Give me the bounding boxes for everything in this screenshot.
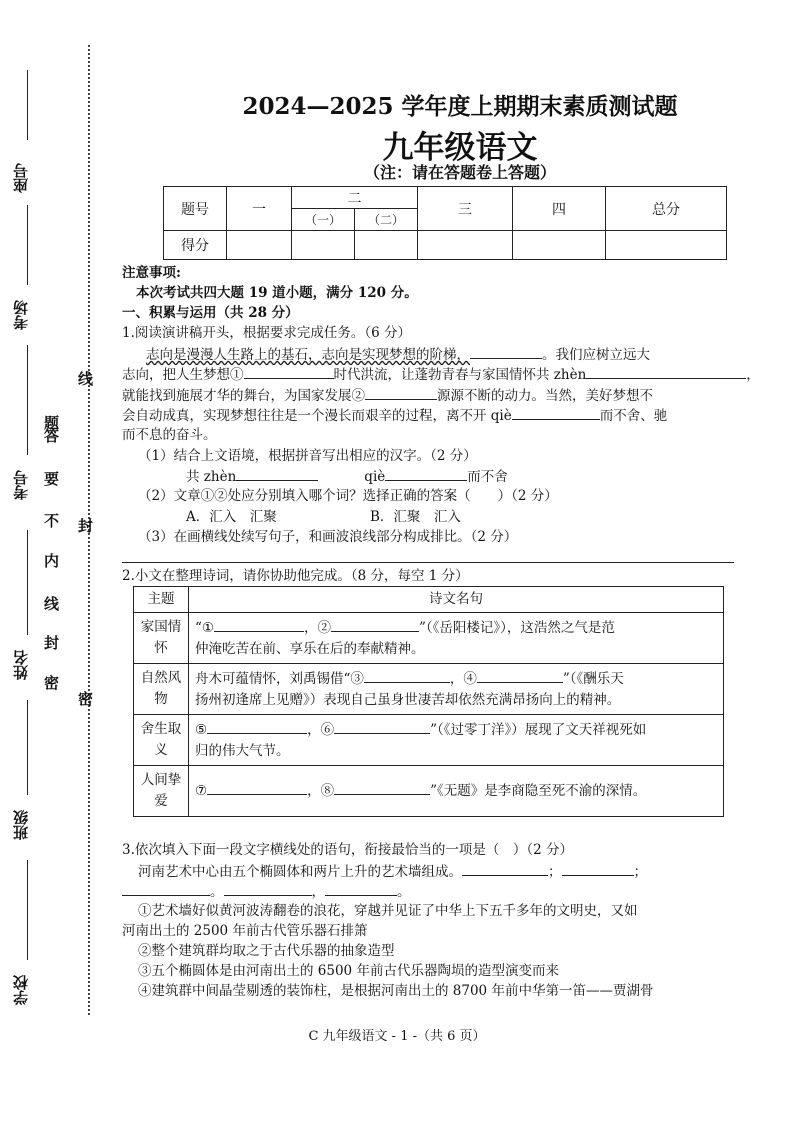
q3-option-3: ③五个椭圆体是由河南出土的 6500 年前古代乐器陶埙的造型演变而来 xyxy=(138,963,559,979)
score-sub-cell: （一） xyxy=(292,209,355,231)
q1-line1 xyxy=(146,344,650,365)
q3-option-1-cont: 河南出土的 2500 年前古代管乐器石排箫 xyxy=(122,923,368,939)
poem-cell xyxy=(189,664,724,715)
school-label: 学校 xyxy=(12,975,30,1005)
blank xyxy=(334,780,430,795)
poem-table xyxy=(133,586,724,817)
school-line xyxy=(27,860,28,960)
score-row-label: 得分 xyxy=(164,231,227,260)
exam-no-label: 考号 xyxy=(12,470,30,500)
text: 。 xyxy=(397,884,411,900)
text: 归的伟大气节。 xyxy=(195,742,290,759)
text: 仲淹吃苦在前、享乐在后的奉献精神。 xyxy=(195,640,425,657)
notice-body: 本次考试共四大题 19 道小题，满分 120 分。 xyxy=(136,285,418,301)
blank xyxy=(364,668,450,683)
notice-char: 密 xyxy=(44,674,60,692)
exam-room-line xyxy=(27,205,28,285)
blank xyxy=(331,617,419,632)
text: 而不舍 xyxy=(467,469,508,485)
score-header-cell: 四 xyxy=(513,187,606,231)
blank xyxy=(470,344,542,359)
poem-cell xyxy=(189,766,724,817)
answer-note: （注：请在答题卷上答题） xyxy=(363,163,556,182)
subject-title: 九年级语文 xyxy=(382,130,538,166)
q1-sub3: （3）在画横线处续写句子，和画波浪线部分构成排比。（2 分） xyxy=(138,529,518,545)
text: 志向，把人生梦想① xyxy=(122,367,244,383)
exam-room-label: 考场 xyxy=(12,300,30,330)
text: ⑦ xyxy=(195,783,208,799)
text: 。 xyxy=(210,884,224,900)
notice-heading: 注意事项: xyxy=(122,265,181,281)
text: ，⑧ xyxy=(307,783,335,799)
text: 共 zhèn xyxy=(186,469,237,485)
blank xyxy=(244,364,334,379)
blank xyxy=(562,861,634,876)
score-header-cell: 二 xyxy=(292,187,418,209)
poem-header-lines: 诗文名句 xyxy=(189,587,724,613)
score-cell xyxy=(227,231,292,260)
blank xyxy=(586,364,746,379)
notice-char: 答 xyxy=(44,427,60,445)
score-sub-cell: （二） xyxy=(355,209,418,231)
poem-theme: 舍生取义 xyxy=(134,715,189,766)
blank xyxy=(214,617,304,632)
side-char: 密 xyxy=(78,690,94,708)
page-footer: C 九年级语文 - 1 -（共 6 页） xyxy=(308,1029,486,1044)
text: ，② xyxy=(304,619,332,636)
poem-theme: 家国情怀 xyxy=(134,613,189,664)
q1-sub1: （1）结合上文语境，根据拼音写出相应的汉字。（2 分） xyxy=(138,448,477,464)
blank xyxy=(325,881,397,896)
exam-title: 2024—2025 学年度上期期末素质测试题 xyxy=(242,93,678,120)
q3-passage-line2 xyxy=(122,881,411,902)
blank xyxy=(236,466,318,481)
q1-sub1-blanks xyxy=(186,466,508,487)
notice-char: 封 xyxy=(44,634,60,652)
notice-char: 内 xyxy=(44,552,60,570)
q1-option-b: B．汇聚 汇入 xyxy=(370,509,461,525)
wavy-underlined-text: 志向是漫漫人生路上的基石，志向是实现梦想的阶梯， xyxy=(146,347,470,363)
side-char: 封 xyxy=(78,517,94,535)
q1-line4 xyxy=(122,405,667,426)
section-heading: 一、积累与运用（共 28 分） xyxy=(122,305,299,321)
score-table xyxy=(163,186,727,260)
text: ； xyxy=(548,864,562,880)
blank xyxy=(477,668,563,683)
notice-char: 线 xyxy=(44,595,60,613)
score-cell xyxy=(418,231,513,260)
text: ”（《过零丁洋》）展现了文天祥视死如 xyxy=(430,721,647,738)
q3-stem: 3.依次填入下面一段文字横线处的语句，衔接最恰当的一项是（ ）（2 分） xyxy=(122,842,574,858)
blank xyxy=(462,861,548,876)
text: ， xyxy=(746,367,760,383)
text: ，⑥ xyxy=(307,721,335,738)
blank xyxy=(207,719,307,734)
q3-passage-line1 xyxy=(138,861,647,882)
score-header-cell: 总分 xyxy=(606,187,727,231)
text: ，④ xyxy=(449,670,477,687)
score-cell xyxy=(606,231,727,260)
blank xyxy=(512,405,600,420)
q1-line3 xyxy=(122,385,653,406)
poem-cell xyxy=(189,715,724,766)
exam-no-line xyxy=(27,345,28,455)
name-label: 姓名 xyxy=(12,650,30,680)
blank xyxy=(334,719,430,734)
blank xyxy=(385,466,467,481)
text: 河南艺术中心由五个椭圆体和两片上升的艺术墙组成。 xyxy=(138,864,462,880)
text: 会自动成真，实现梦想往往是一个漫长而艰辛的过程，离不开 qiè xyxy=(122,408,512,424)
q1-line5: 而不息的奋斗。 xyxy=(122,427,217,443)
text: 舟木可蕴情怀，刘禹锡借“③ xyxy=(195,670,364,687)
class-label: 班级 xyxy=(12,810,30,840)
blank xyxy=(207,780,307,795)
text: ”（《酬乐天 xyxy=(562,670,624,687)
text: ”《无题》是李商隐至死不渝的深情。 xyxy=(430,783,647,799)
text: qiè xyxy=(364,469,386,485)
q3-option-1: ①艺术墙好似黄河波涛翻卷的浪花，穿越并见证了中华上下五千多年的文明史，又如 xyxy=(138,903,638,919)
text: ， xyxy=(311,884,325,900)
notice-char: 要 xyxy=(44,470,60,488)
q1-sub2: （2）文章①②处应分别填入哪个词？选择正确的答案（ ）（2 分） xyxy=(138,488,558,504)
score-cell xyxy=(292,231,355,260)
q1-stem: 1.阅读演讲稿开头，根据要求完成任务。（6 分） xyxy=(122,325,412,341)
name-line xyxy=(27,530,28,635)
q3-option-2: ②整个建筑群均取之于古代乐器的抽象造型 xyxy=(138,943,395,959)
text: 。我们应树立远大 xyxy=(542,347,650,363)
score-cell xyxy=(355,231,418,260)
class-line xyxy=(27,700,28,795)
text: 扬州初逢席上见赠》）表现自己虽身世凄苦却依然充满昂扬向上的精神。 xyxy=(195,691,621,708)
score-header-cell: 题号 xyxy=(164,187,227,231)
text: ”（《岳阳楼记》），这浩然之气是范 xyxy=(419,619,615,636)
poem-cell xyxy=(189,613,724,664)
score-header-cell: 三 xyxy=(418,187,513,231)
text: ； xyxy=(633,864,647,880)
score-cell xyxy=(513,231,606,260)
seat-line xyxy=(27,70,28,140)
q1-option-a: A．汇入 汇聚 xyxy=(186,509,277,525)
section-divider xyxy=(122,562,734,563)
poem-theme: 自然风物 xyxy=(134,664,189,715)
q2-stem: 2.小文在整理诗词，请你协助他完成。（8 分，每空 1 分） xyxy=(122,568,469,584)
blank xyxy=(365,385,437,400)
text: 时代洪流，让蓬勃青春与家国情怀共 zhèn xyxy=(333,367,587,383)
text: ⑤ xyxy=(195,721,208,738)
poem-header-theme: 主题 xyxy=(134,587,189,613)
notice-char: 题 xyxy=(44,414,60,432)
text: 而不舍、驰 xyxy=(599,408,668,424)
q1-line2 xyxy=(122,364,760,385)
score-header-cell: 一 xyxy=(227,187,292,231)
notice-char: 不 xyxy=(44,512,60,530)
blank xyxy=(224,881,312,896)
poem-theme: 人间挚爱 xyxy=(134,766,189,817)
text: 就能找到施展才华的舞台，为国家发展② xyxy=(122,388,365,404)
q3-option-4: ④建筑群中间晶莹剔透的装饰柱，是根据河南出土的 8700 年前中华第一笛——贾湖骨 xyxy=(138,983,654,999)
seat-label: 座号 xyxy=(12,163,30,193)
text: 源源不断的动力。当然，美好梦想不 xyxy=(437,388,653,404)
side-char: 线 xyxy=(78,370,94,388)
text: “① xyxy=(195,619,215,636)
blank xyxy=(122,881,210,896)
